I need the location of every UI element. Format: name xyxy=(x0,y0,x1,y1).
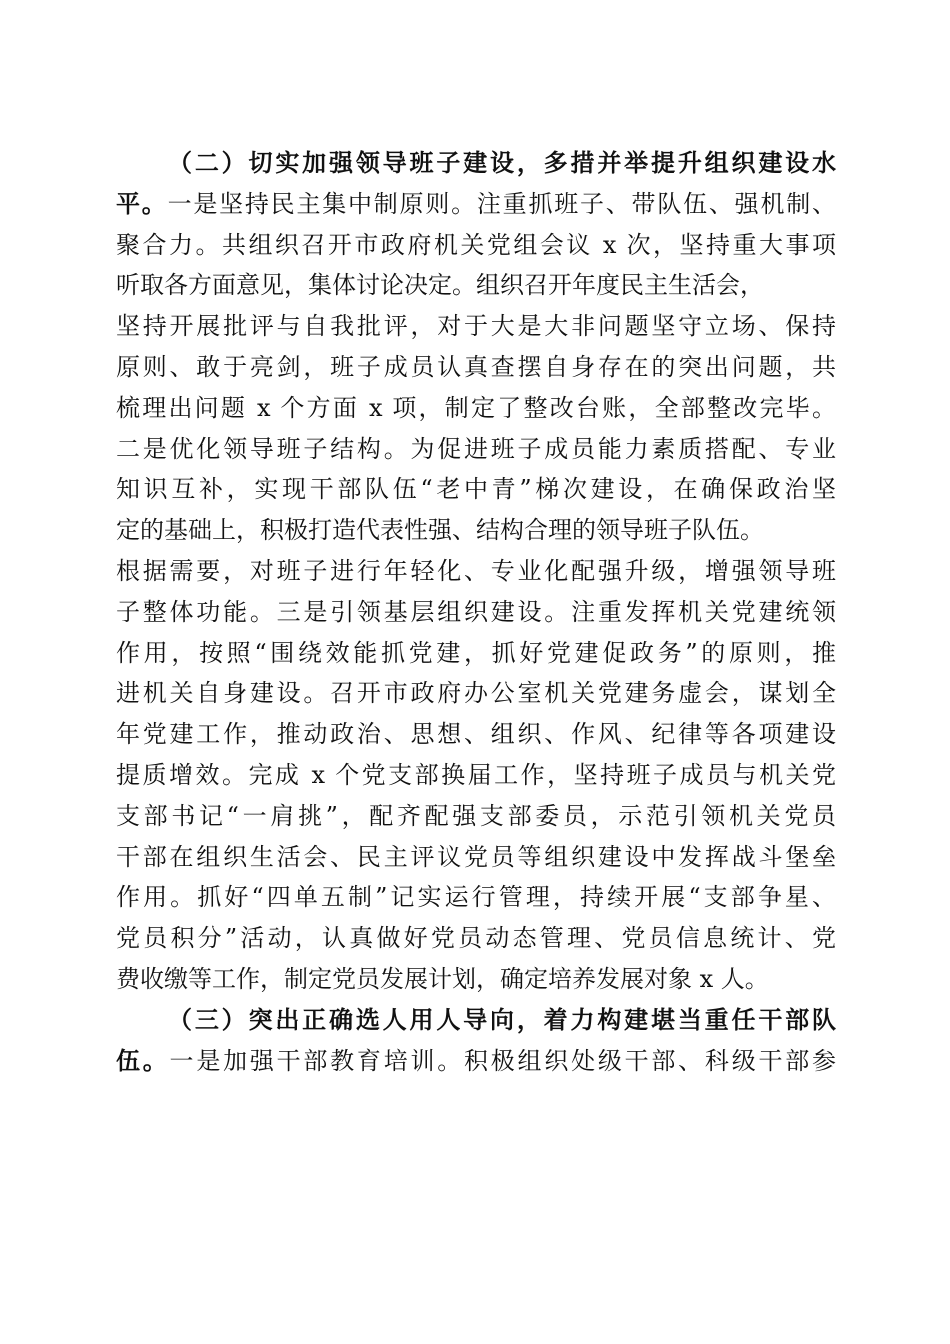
body-text: 听取各方面意见，集体讨论决定。组织召开年度民主生活会， xyxy=(116,271,764,300)
text-line xyxy=(116,551,836,592)
text-line xyxy=(116,184,836,225)
body-text: 根据需要，对班子进行年轻化、专业化配强升级，增强领导班 xyxy=(116,556,836,585)
section-heading: （二）切实加强领导班子建设，多措并举提升组织建设水 xyxy=(168,148,836,177)
text-line xyxy=(116,755,836,796)
text-line xyxy=(116,877,836,918)
text-line xyxy=(116,225,836,266)
text-line xyxy=(116,714,836,755)
text-line xyxy=(116,429,836,470)
document-body xyxy=(116,143,836,1081)
body-text: 二是优化领导班子结构。为促进班子成员能力素质搭配、专业 xyxy=(116,434,836,463)
body-text: 支部书记“一肩挑”，配齐配强支部委员，示范引领机关党员 xyxy=(116,801,836,830)
body-text: 作用。抓好“四单五制”记实运行管理，持续开展“支部争星、 xyxy=(116,883,836,912)
text-line xyxy=(116,959,836,1000)
text-line xyxy=(116,388,836,429)
text-line xyxy=(116,633,836,674)
body-text: 提质增效。完成 x 个党支部换届工作，坚持班子成员与机关党 xyxy=(116,760,836,789)
section-heading-end: 平。 xyxy=(116,188,168,218)
body-text: 进机关自身建设。召开市政府办公室机关党建务虚会，谋划全 xyxy=(116,679,836,708)
text-line xyxy=(116,592,836,633)
body-text: 定的基础上，积极打造代表性强、结构合理的领导班子队伍。 xyxy=(116,516,764,545)
text-line xyxy=(116,347,836,388)
text-line xyxy=(116,1041,836,1082)
text-line xyxy=(116,265,836,306)
body-text: 梳理出问题 x 个方面 x 项，制定了整改台账，全部整改完毕。 xyxy=(116,393,836,422)
body-text: 作用，按照“围绕效能抓党建，抓好党建促政务”的原则，推 xyxy=(116,638,836,667)
body-text: 费收缴等工作，制定党员发展计划，确定培养发展对象 x 人。 xyxy=(116,964,769,993)
body-text: 一是坚持民主集中制原则。注重抓班子、带队伍、强机制、 xyxy=(167,189,836,218)
text-line xyxy=(116,510,836,551)
text-line xyxy=(116,306,836,347)
body-text: 干部在组织生活会、民主评议党员等组织建设中发挥战斗堡垒 xyxy=(116,842,836,871)
paragraph-section-3 xyxy=(116,1000,836,1082)
section-heading-end: 伍。 xyxy=(116,1045,170,1075)
body-text: 原则、敢于亮剑，班子成员认真查摆自身存在的突出问题，共 xyxy=(116,352,836,381)
text-line xyxy=(116,469,836,510)
body-text: 年党建工作，推动政治、思想、组织、作风、纪律等各项建设 xyxy=(116,720,836,749)
text-line xyxy=(116,796,836,837)
text-line xyxy=(116,837,836,878)
text-line xyxy=(116,673,836,714)
body-text: 聚合力。共组织召开市政府机关党组会议 x 次，坚持重大事项 xyxy=(116,230,836,259)
body-text: 坚持开展批评与自我批评，对于大是大非问题坚守立场、保持 xyxy=(116,312,836,341)
body-text: 子整体功能。三是引领基层组织建设。注重发挥机关党建统领 xyxy=(116,597,836,626)
paragraph-section-2 xyxy=(116,143,836,1000)
text-line xyxy=(116,1000,836,1041)
body-text: 一是加强干部教育培训。积极组织处级干部、科级干部参 xyxy=(169,1046,836,1075)
text-line xyxy=(116,143,836,184)
text-line xyxy=(116,918,836,959)
body-text: 党员积分”活动，认真做好党员动态管理、党员信息统计、党 xyxy=(116,924,836,953)
body-text: 知识互补，实现干部队伍“老中青”梯次建设，在确保政治坚 xyxy=(116,475,836,504)
section-heading: （三）突出正确选人用人导向，着力构建堪当重任干部队 xyxy=(168,1004,836,1034)
